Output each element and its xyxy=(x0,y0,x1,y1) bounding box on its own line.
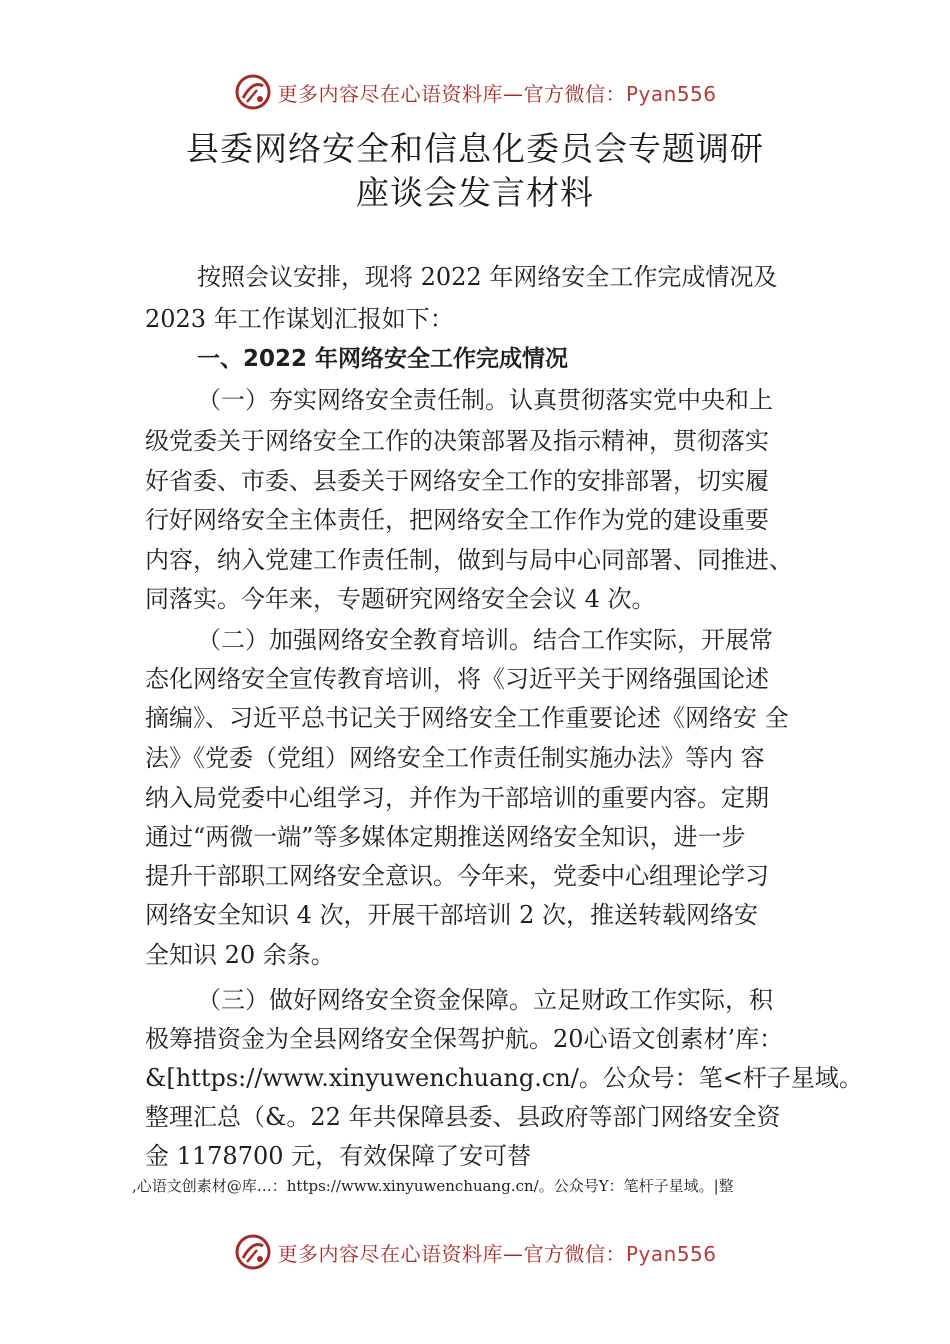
paragraph-line: （一）夯实网络安全责任制。认真贯彻落实党中央和上 xyxy=(197,386,773,414)
paragraph-line: 法》《党委（党组）网络安全工作责任制实施办法》等内 容 xyxy=(145,744,765,772)
paragraph-line: &[https://www.xinyuwenchuang.cn/。公众号：笔<杆子星域。 xyxy=(145,1064,863,1092)
footnote-watermark: ,心语文创素材@库…：https://www.xinyuwenchuang.cn/。公众号Y：笔杆子星域。|整 xyxy=(132,1177,734,1195)
seal-logo-icon xyxy=(233,72,273,112)
footer-banner xyxy=(0,1230,950,1274)
paragraph-line: （三）做好网络安全资金保障。立足财政工作实际，积 xyxy=(197,986,773,1014)
banner-wechat-id: Pyan556 xyxy=(625,81,717,106)
banner-text: 更多内容尽在心语资料库—官方微信： xyxy=(277,1241,626,1266)
paragraph-line: 提升干部职工网络安全意识。今年来，党委中心组理论学习 xyxy=(145,862,769,890)
paragraph-line: 级党委关于网络安全工作的决策部署及指示精神，贯彻落实 xyxy=(145,427,769,455)
section-heading: 一、2022 年网络安全工作完成情况 xyxy=(197,346,569,372)
paragraph-line: 纳入局党委中心组学习，并作为干部培训的重要内容。定期 xyxy=(145,784,769,812)
paragraph-line: 按照会议安排，现将 2022 年网络安全工作完成情况及 xyxy=(197,263,778,291)
paragraph-line: （二）加强网络安全教育培训。结合工作实际，开展常 xyxy=(197,626,773,654)
document-title-line1: 县委网络安全和信息化委员会专题调研 xyxy=(186,129,764,168)
paragraph-line: 内容，纳入党建工作责任制，做到与局中心同部署、同推进、 xyxy=(145,546,793,574)
paragraph-line: 整理汇总（&。22 年共保障县委、县政府等部门网络安全资 xyxy=(145,1103,781,1131)
seal-logo-icon xyxy=(233,1232,273,1272)
paragraph-line: 极筹措资金为全县网络安全保驾护航。20心语文创素材’库： xyxy=(145,1025,784,1053)
paragraph-line: 摘编》、习近平总书记关于网络安全工作重要论述《网络安 全 xyxy=(145,704,789,732)
paragraph-line: 行好网络安全主体责任，把网络安全工作作为党的建设重要 xyxy=(145,506,769,534)
header-banner xyxy=(0,70,950,114)
paragraph-line: 金 1178700 元，有效保障了安可替 xyxy=(145,1142,532,1170)
paragraph-line: 网络安全知识 4 次，开展干部培训 2 次，推送转载网络安 xyxy=(145,901,759,929)
paragraph-line: 好省委、市委、县委关于网络安全工作的安排部署，切实履 xyxy=(145,467,769,495)
banner-wechat-id: Pyan556 xyxy=(625,1241,717,1266)
banner-text: 更多内容尽在心语资料库—官方微信： xyxy=(277,81,626,106)
paragraph-line: 通过“两微一端”等多媒体定期推送网络安全知识，进一步 xyxy=(145,823,746,851)
paragraph-line: 全知识 20 余条。 xyxy=(145,941,335,969)
paragraph-line: 态化网络安全宣传教育培训，将《习近平关于网络强国论述 xyxy=(145,665,769,693)
document-title-line2: 座谈会发言材料 xyxy=(356,173,594,212)
paragraph-line: 2023 年工作谋划汇报如下： xyxy=(145,305,454,333)
paragraph-line: 同落实。今年来，专题研究网络安全会议 4 次。 xyxy=(145,585,656,613)
